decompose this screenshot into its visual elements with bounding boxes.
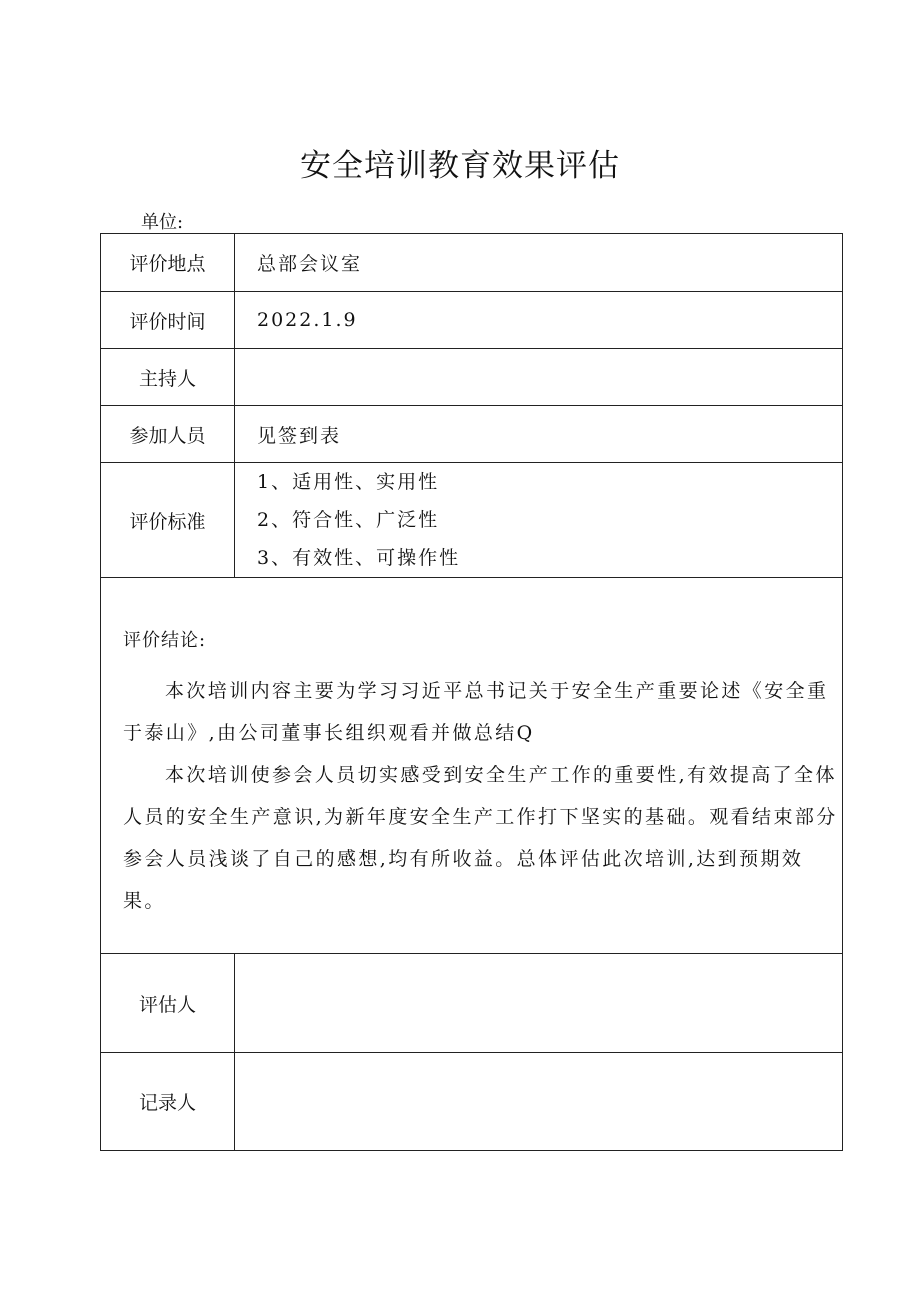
criteria-label: 评价标准 xyxy=(101,463,235,578)
row-conclusion xyxy=(101,578,843,954)
page-title: 安全培训教育效果评估 xyxy=(300,148,620,184)
conclusion-paragraph: 本次培训使参会人员切实感受到安全生产工作的重要性,有效提高了全体人员的安全生产意识,为新年度安全生产工作打下坚实的基础。观看结束部分参会人员浅谈了自己的感想,均有所收益。总体评估此次培训,达到预期效果。 xyxy=(123,763,838,912)
row-time xyxy=(101,292,843,349)
row-criteria xyxy=(101,463,843,578)
criteria-list xyxy=(235,463,843,578)
row-host xyxy=(101,349,843,406)
host-value xyxy=(235,349,843,406)
conclusion-label: 评价结论: xyxy=(123,629,207,651)
participants-label: 参加人员 xyxy=(101,406,235,463)
time-label: 评价时间 xyxy=(101,292,235,349)
location-value: 总部会议室 xyxy=(235,234,843,292)
recorder-value xyxy=(235,1053,843,1151)
criteria-item: 3、有效性、可操作性 xyxy=(257,547,461,569)
evaluator-label: 评估人 xyxy=(101,954,235,1053)
recorder-label: 记录人 xyxy=(101,1053,235,1151)
location-label: 评价地点 xyxy=(101,234,235,292)
evaluation-form xyxy=(100,233,843,1151)
evaluator-value xyxy=(235,954,843,1053)
criteria-item: 1、适用性、实用性 xyxy=(257,471,440,493)
row-recorder xyxy=(101,1053,843,1151)
unit-label: 单位: xyxy=(141,212,184,233)
conclusion-paragraph: 本次培训内容主要为学习习近平总书记关于安全生产重要论述《安全重于泰山》,由公司董事长组织观看并做总结Q xyxy=(123,679,829,744)
conclusion-cell xyxy=(101,578,843,954)
row-participants xyxy=(101,406,843,463)
row-location xyxy=(101,234,843,292)
criteria-item: 2、符合性、广泛性 xyxy=(257,509,440,531)
time-value: 2022.1.9 xyxy=(235,292,843,349)
row-evaluator xyxy=(101,954,843,1053)
host-label: 主持人 xyxy=(101,349,235,406)
participants-value: 见签到表 xyxy=(235,406,843,463)
